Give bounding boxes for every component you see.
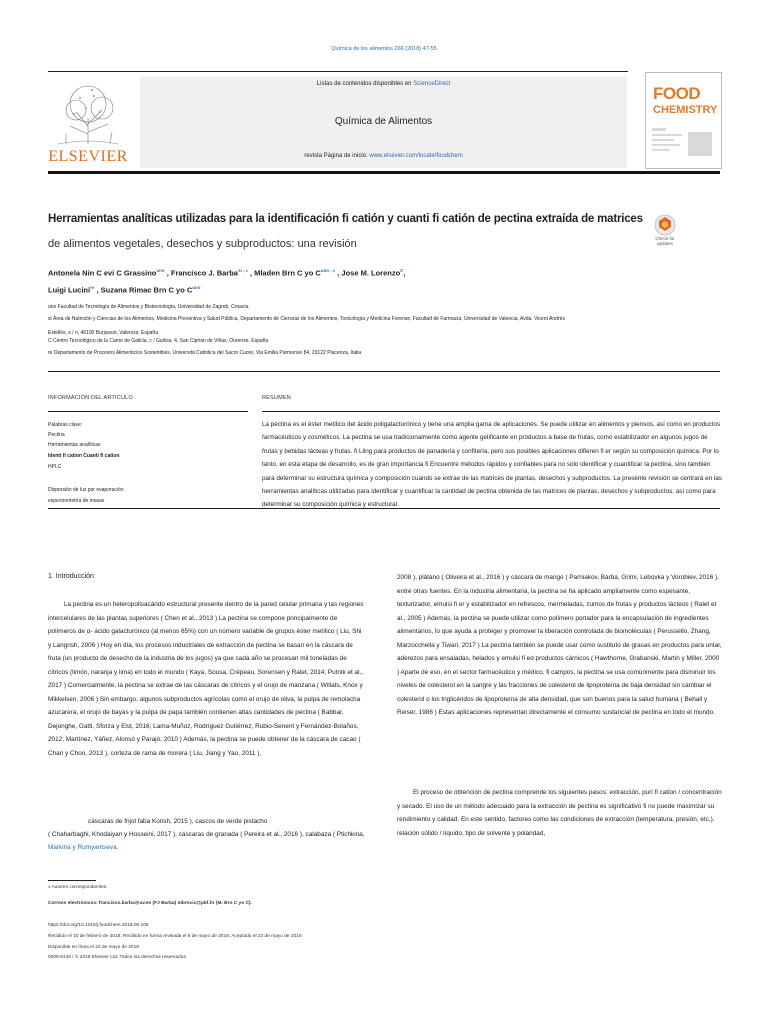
author-affiliation-mark[interactable]: uno	[156, 268, 165, 273]
cover-title-food: FOOD	[653, 84, 701, 103]
cover-pattern-icon	[648, 124, 717, 164]
journal-reference[interactable]: Química de los alimentos 266 (2018) 47-55	[331, 46, 437, 52]
received-dates: Recibido el 10 de febrero de 2018; Recibido en forma revisada el 9 de mayo de 2018; Aceptado el 23 de mayo de 2018	[48, 934, 302, 939]
homepage-prefix: revista Página de inicio:	[304, 153, 370, 159]
corresponding-author-note: ⁎ Autores correspondientes.	[48, 885, 108, 890]
contents-prefix: Listas de contenidos disponibles en	[316, 81, 414, 87]
copyright: 0308-8146 / © 2018 Elsevier Ltd. Todos los derechos reservados.	[48, 955, 188, 960]
abstract-heading: RESUMEN	[262, 395, 291, 401]
keywords-label: Palabras clave:	[48, 422, 83, 428]
keyword: espectrometría de masas	[48, 498, 105, 504]
abstract-rule	[262, 411, 720, 412]
homepage-link[interactable]: www.elsevier.com/locate/foodchem	[369, 153, 463, 159]
section-divider	[48, 371, 720, 372]
author-affiliation-mark[interactable]: si , ⁎	[237, 268, 248, 273]
affiliation: Estellés, s / n, 46100 Burjassot, Valencia, España	[48, 330, 158, 336]
email-note: Correos electrónicos: francisco.barba@uv.es (FJ Barba) mbrncic@pbf.hr (M. Brn C yo C).	[48, 901, 252, 906]
footnote-rule	[48, 880, 96, 881]
author: , Jose M. Lorenzo	[337, 268, 401, 278]
keyword: Pectina	[48, 432, 65, 438]
affiliation: uno Facultad de Tecnología de Alimentos y Biotecnología, Universidad de Zagreb, Croacia.	[48, 304, 250, 310]
section-title-introduction: 1. Introducción	[48, 573, 94, 580]
keyword: HPLC	[48, 464, 62, 470]
check-for-updates-label[interactable]: Check for updates	[655, 236, 675, 246]
right-column-paragraph: 2008 ), plátano ( Oliveira et al., 2016 ) y cáscara de mango ( Parniakov, Barba, Grimi, Lebovka y Vorobiev, 2016 ), entre otras fuentes. En la industria alimentaria, la pectina se ha aplicado ampliamente como espesante, texturizador, emulsi ﬁ er y estabilizador en refrescos, mermeladas, zumos de frutas y productos lácteos ( Ralet et al., 2005 ) Además, la pectina se puede utilizar como polímero portador para la encapsulación de ingredientes alimentarios, lo que ayuda a proteger y promover la liberación controlada de biomoléculas ( Perussello, Zhang, Marzocchella y Tiwari, 2017 ) La pectina también se puede usar como sustituto de grasas en productos para untar, aderezos para ensaladas, helados y emulsi ﬁ ed productos cárnicos ( Hawthorne, Grabanski, Martin y Miller, 2000 ) Aparte de eso, en el sector farmacéutico y médico. ﬁ campos, la pectina se usa comúnmente para disminuir los niveles de colesterol en la sangre y las fracciones de colesterol de lipoproteína de baja densidad sin cambiar el colesterol o los triglicéridos de lipoproteína de alta densidad, que son buenos para la salud humana ( Behall y Reiser, 1986 ) Estas aplicaciones representan directamente el consumo sustancial de pectina en todo el mundo.	[397, 574, 722, 716]
affiliation: C Centro Tecnológico de la Carne de Galicia, c / Galicia, 4, San Ciprián de Viñas, Ourense, España	[48, 338, 269, 344]
journal-homepage	[140, 153, 627, 159]
sciencedirect-link[interactable]: ScienceDirect	[413, 81, 451, 87]
author: , Francisco J. Barba	[166, 268, 238, 278]
author: , Mladen Brn C yo C	[249, 268, 321, 278]
left-column-paragraph: La pectina es un heteropolisacárido estructural presente dentro de la pared celular primaria y las regiones intercelulares de las plantas superiores ( Chen et al., 2013 ) La pectina se compone principalmente de polímeros de α- ácido galacturónico (al menos 65%) con un número variable de grupos éster metílico ( Liu, Shi y Langrish, 2006 ) Hoy en día, los procesos industriales de extracción de pectina se basan en la cáscara de fruta (un producto de desecho de la industria de los jugos) ya que cada año se procesan mil toneladas de cítricos (limón, naranja y lima) en todo el mundo ( Kaya, Sousa, Crépeau, Sorensen y Ralet, 2014; Putnik et al., 2017 ) Comercialmente, la pectina se extrae de las cáscaras de cítricos y el orujo de manzana ( Willats, Knox y Mikkelsen, 2006 ) Sin embargo, algunos subproductos agrícolas como el orujo de oliva, la pulpa de remolacha azucarera, el orujo de bayas y la pulpa de papa también contienen altas cantidades de pectina ( Babbar, Dejonghe, Gatti, Sforza y Elst, 2016; Lama-Muñoz, Rodríguez Gutiérrez, Rubio-Senent y Fernández-Bolaños, 2012; Martínez, Yáñez, Alonsó y Parajó, 2010 ) Además, la pectina se puede obtener de la cáscara de cacao ( Chan y Choo, 2013 ), corteza de rama de morera ( Liu, Jiang y Yao, 2011 ),	[48, 601, 364, 757]
contents-availability	[140, 81, 627, 87]
author-affiliation-mark[interactable]: re	[90, 285, 95, 290]
keyword: Herramientas analíticas	[48, 442, 101, 448]
left-column-overflow-link[interactable]: Markina y Rumyantseva,	[48, 844, 119, 851]
left-column-overflow: cáscaras de frijol faba Korish, 2015 ), cascos de verde pistacho	[88, 818, 268, 825]
right-column-paragraph-2: El proceso de obtención de pectina comprende los siguientes pasos: extracción, puri ﬁ cation / concentración y secado. El uso de un método adecuado para la extracción de pectina es significativo ﬁ no puede maximizar su rendimiento y calidad. En este sentido, factores como las condiciones de extracción (temperatura, presión, etc.), relación sólido / líquido, tipo de solvente y polaridad,	[397, 789, 722, 837]
author-separator: ,	[403, 268, 406, 278]
header-bottom-rule	[48, 171, 720, 174]
online-date: Disponible en línea el 23 de mayo de 2018	[48, 945, 139, 950]
keyword: Dispersión de luz por evaporación	[48, 487, 124, 493]
keyword: Identi ﬁ cation Cuanti ﬁ cation	[48, 453, 120, 459]
article-title-line2: de alimentos vegetales, desechos y subproductos: una revisión	[48, 238, 357, 250]
authors-line2	[48, 285, 201, 295]
affiliation: re Departamento de Procesos Alimenticios Sostenibles, Università Cattolica del Sacro Cuore, Via Emilia Parmense 84, 29122 Piacenza, Italia	[48, 350, 362, 356]
authors-line1	[48, 268, 406, 278]
author-affiliation-mark[interactable]: uno , ⁎	[320, 268, 336, 273]
doi-link[interactable]: https://doi.org/10.1016/j.foodchem.2018.05.105	[48, 923, 149, 928]
header-top-rule	[48, 71, 628, 72]
left-column-overflow: ( Chaharbaghi, Khodaiyan y Hosseini, 2017 ), cáscaras de granada ( Pereira et al., 2016 ), calabaza ( Ptichkina,	[48, 831, 365, 838]
elsevier-wordmark: ELSEVIER	[48, 148, 128, 165]
article-info-heading: INFORMACIÓN DEL ARTÍCULO	[48, 395, 133, 401]
article-info-rule	[48, 411, 248, 412]
author: Antonela Nin C evi C Grassino	[48, 268, 157, 278]
abstract-bottom-rule	[48, 508, 720, 509]
author: , Suzana Rimac Brn C yo C	[96, 285, 193, 295]
cover-title-chemistry: CHEMISTRY	[653, 104, 718, 116]
journal-name: Química de Alimentos	[334, 116, 433, 127]
author-affiliation-mark[interactable]: C	[400, 268, 404, 273]
abstract-text: La pectina es el éster metílico del ácido poligalacturónico y tiene una amplia gama de aplicaciones. Se puede utilizar en alimentos y piensos, así como en productos farmacéuticos y cosméticos. La pectina se usa tradicionalmente como agente gelificante en productos a base de frutas, como estabilizador en algunos jugos de frutas y bebidas lácteas y frutas. ﬁ Lling para productos de panadería y confitería, pero sus posibles aplicaciones difieren ﬁ er según su composición química. Por lo tanto, en esta etapa de desarrollo, es de gran importancia ﬁ Encuentre métodos rápidos y confiables para no solo identificar y cuantificar la pectina, sino también para determinar su estructura química y composición cuando se extrae de las matrices de plantas, desechos y subproductos. La presente revisión se centrará en las herramientas analíticas utilizadas para identificar y cuantificar la cantidad de pectina obtenida de las matrices de plantas, desechos y subproductos, así como para determinar su composición química y estructural.	[262, 421, 722, 509]
author-affiliation-mark[interactable]: uno	[192, 285, 201, 290]
author: Luigi Lucini	[48, 285, 91, 295]
affiliation: si Área de Nutrición y Ciencias de los Alimentos, Medicina Preventiva y Salud Pública, Departamento de Ciencias de los Alimentos, Toxicología y Medicina Forense, Facultad de Farmacia, Universidad de Valencia, Avda. Vicent Andrés	[48, 316, 565, 322]
article-title-line1: Herramientas analíticas utilizadas para la identificación ﬁ catión y cuanti ﬁ catión de pectina extraída de matrices	[48, 213, 643, 225]
